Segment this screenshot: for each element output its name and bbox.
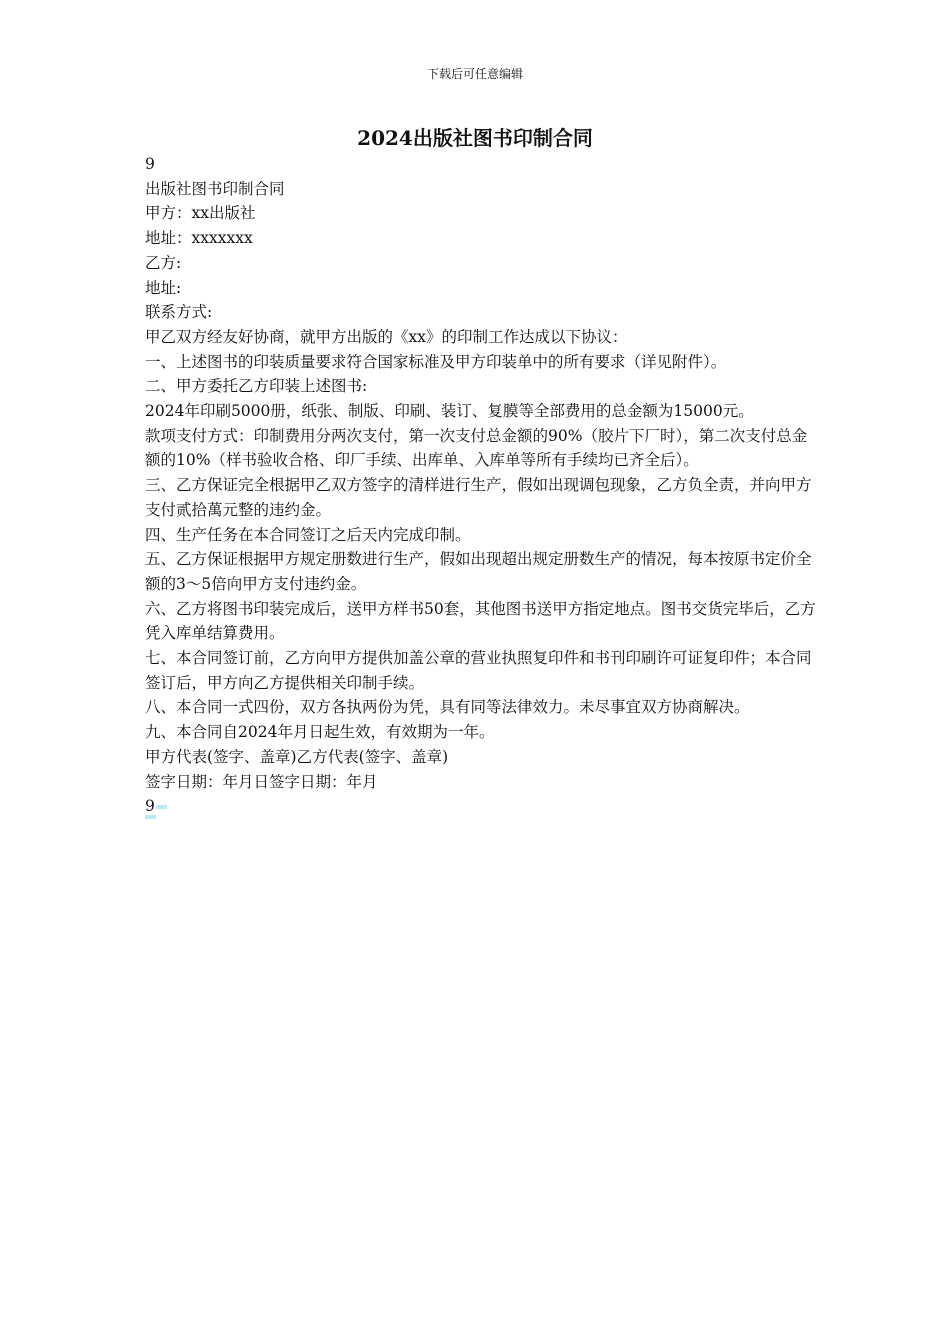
clause-8: 八、本合同一式四份，双方各执两份为凭，具有同等法律效力。未尽事宜双方协商解决。 — [145, 698, 750, 717]
signature-dates: 签字日期：年月日签字日期：年月 — [145, 772, 378, 791]
preamble: 甲乙双方经友好协商，就甲方出版的《xx》的印制工作达成以下协议： — [145, 327, 628, 346]
document-title: 2024出版社图书印制合同 — [357, 126, 593, 150]
party-b-address: 地址: — [145, 278, 182, 297]
clause-2-quantity: 2024年印刷5000册，纸张、制版、印刷、装订、复膜等全部费用的总金额为15000元。 — [145, 402, 754, 421]
party-b: 乙方: — [145, 253, 182, 272]
party-a: 甲方：xx出版社 — [145, 204, 256, 223]
page-number-bottom-text: 9 — [145, 797, 155, 816]
party-a-address: 地址：xxxxxxx — [145, 229, 253, 248]
page-number-bottom — [145, 794, 820, 819]
clause-1: 一、上述图书的印装质量要求符合国家标准及甲方印装单中的所有要求（详见附件）。 — [145, 352, 727, 371]
page-header-note: 下载后可任意编辑 — [426, 67, 523, 81]
clause-2-payment: 款项支付方式：印制费用分两次支付，第一次支付总金额的90%（胶片下厂时），第二次支付总金额的10%（样书验收合格、印厂手续、出库单、入库单等所有手续均已齐全后）。 — [145, 426, 808, 470]
highlight-mark — [156, 805, 167, 809]
clause-7: 七、本合同签订前，乙方向甲方提供加盖公章的营业执照复印件和书刊印刷许可证复印件；本合同签订后，甲方向乙方提供相关印制手续。 — [145, 649, 812, 692]
contract-subtitle: 出版社图书印制合同 — [145, 179, 285, 198]
clause-2: 二、甲方委托乙方印装上述图书: — [145, 377, 368, 396]
clause-3: 三、乙方保证完全根据甲乙双方签字的清样进行生产，假如出现调包现象，乙方负全责，并向甲方支付贰拾萬元整的违约金。 — [145, 476, 812, 519]
contact-info: 联系方式: — [145, 303, 213, 322]
signature-representatives: 甲方代表(签字、盖章)乙方代表(签字、盖章) — [145, 747, 449, 766]
clause-6: 六、乙方将图书印装完成后，送甲方样书50套，其他图书送甲方指定地点。图书交货完毕后，乙方凭入库单结算费用。 — [145, 599, 816, 643]
page-number-top: 9 — [145, 155, 155, 173]
document-body — [145, 152, 820, 819]
clause-4: 四、生产任务在本合同签订之后天内完成印制。 — [145, 525, 471, 544]
clause-5: 五、乙方保证根据甲方规定册数进行生产，假如出现超出规定册数生产的情况，每本按原书定价全额的3～5倍向甲方支付违约金。 — [145, 550, 812, 593]
clause-9: 九、本合同自2024年月日起生效，有效期为一年。 — [145, 723, 495, 742]
